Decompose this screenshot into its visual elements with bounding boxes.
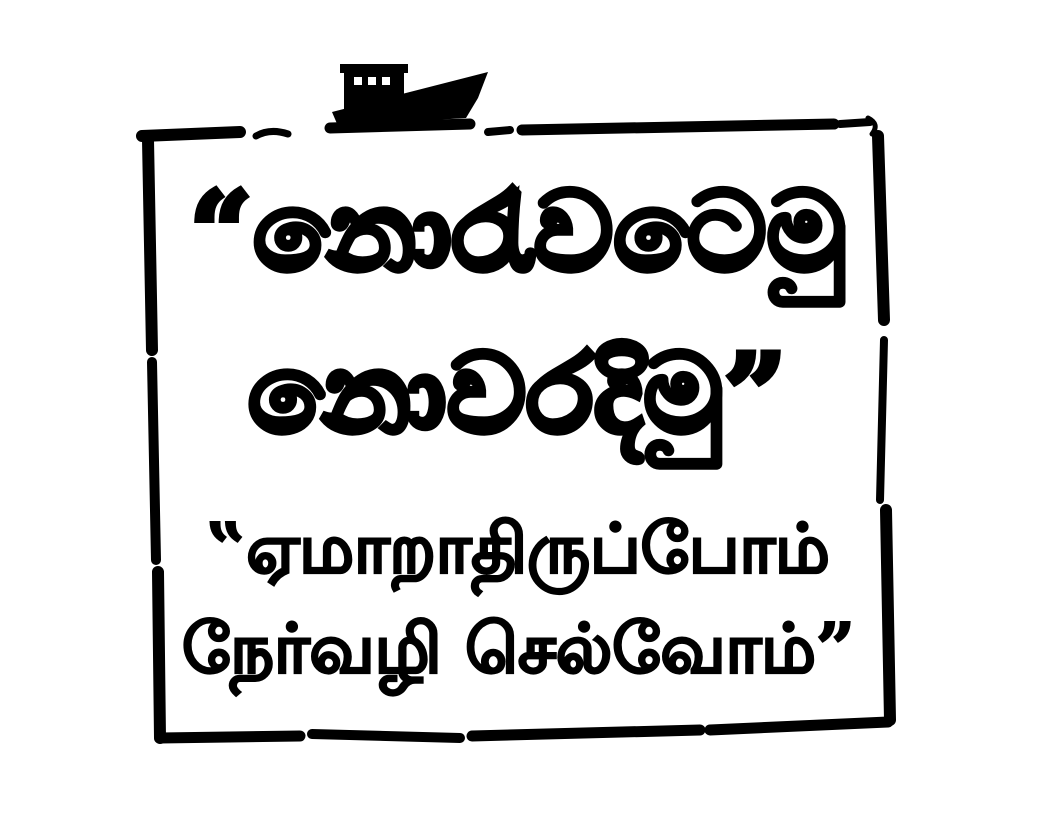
tamil-text-2: நேர்வழி செல்வோம் [182, 610, 816, 689]
close-quote: ” [724, 331, 789, 457]
sinhala-line-2 [0, 331, 1037, 457]
tamil-line-1 [0, 509, 1037, 589]
sinhala-text-2: නොවරදිමු [248, 332, 725, 457]
sinhala-line-1 [0, 169, 1037, 295]
sinhala-text-1: නොරැවටෙමු [253, 170, 848, 295]
tamil-close-quote: ” [815, 609, 855, 689]
tamil-line-2 [0, 609, 1037, 689]
tamil-open-quote: ‟ [207, 509, 247, 589]
open-quote: “ [189, 169, 254, 295]
boat-icon [332, 64, 488, 126]
tamil-text-1: ஏமாறாதிருப்போம் [246, 510, 830, 589]
